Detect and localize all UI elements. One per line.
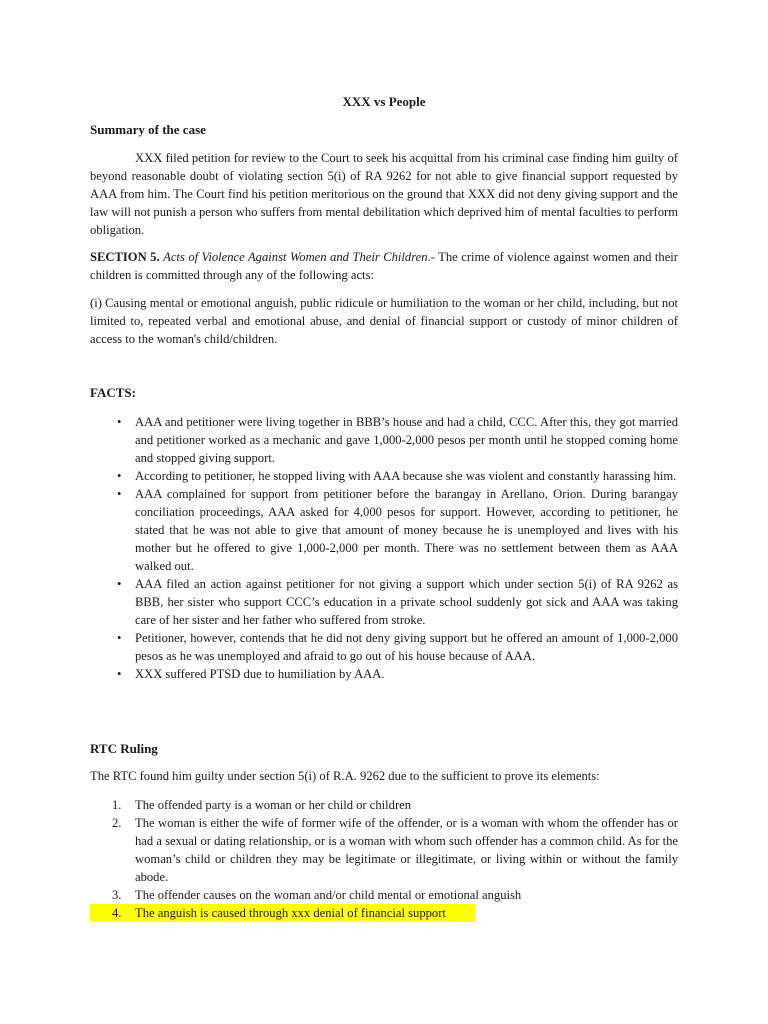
rtc-heading: RTC Ruling (90, 741, 158, 756)
list-item: • AAA complained for support from petitioner before the barangay in Arellano, Orion. During barangay conciliation proceedings, AAA asked for 4,000 pesos for support. However, according to petitioner, he stated that he was not able to give that amount of money because he is unemployed and lives with his mother but he offered to give 1,000-2,000 per month. There was no settlement between them as AAA walked out. (117, 487, 678, 573)
bullet-icon: • (117, 415, 122, 429)
rtc-intro: The RTC found him guilty under section 5(i) of R.A. 9262 due to the sufficient to prove its elements: (90, 769, 600, 783)
bullet-icon: • (117, 469, 122, 483)
list-item: 3. The offender causes on the woman and/or child mental or emotional anguish (112, 888, 522, 902)
list-item: 1. The offended party is a woman or her child or children (112, 798, 412, 812)
list-item: • AAA filed an action against petitioner for not giving a support which under section 5(i) of RA 9262 as BBB, her sister who support CCC’s education in a private school suddenly got sick and AAA was taking care of her sister and her father who suffered from stroke. (117, 577, 678, 627)
facts-heading: FACTS: (90, 385, 136, 400)
list-item-highlighted (90, 904, 678, 922)
item-number: 2. (112, 816, 122, 830)
document-title: XXX vs People (342, 94, 426, 109)
rtc-elements-list (90, 796, 678, 922)
bullet-icon: • (117, 667, 122, 681)
list-item: • AAA and petitioner were living together in BBB’s house and had a child, CCC. After this, they got married and petitioner worked as a mechanic and gave 1,000-2,000 pesos per month until he stopped coming home and stopped giving support. (117, 415, 678, 465)
list-item: 2. The woman is either the wife of former wife of the offender, or is a woman with whom the offender has or had a sexual or dating relationship, or is a woman with whom such offender has a common child. As for the woman’s child or children they may be legitimate or illegitimate, or living within or without the family abode. (112, 816, 678, 884)
section5-label: SECTION 5. (90, 250, 160, 264)
facts-list (90, 413, 678, 683)
section5-title: Acts of Violence Against Women and Their Children (163, 250, 428, 264)
bullet-icon: • (117, 577, 122, 591)
section5-item-i: (i) Causing mental or emotional anguish, public ridicule or humiliation to the woman or her child, including, but not limited to, repeated verbal and emotional abuse, and denial of financial support or custody of minor children of access to the woman's child/children. (90, 296, 678, 346)
item-number: 1. (112, 798, 122, 812)
list-item: • According to petitioner, he stopped living with AAA because she was violent and constantly harassing him. (117, 469, 677, 483)
list-item: • XXX suffered PTSD due to humiliation by AAA. (117, 667, 385, 681)
section5-paragraph (90, 248, 678, 284)
item-number: 4. (112, 906, 122, 920)
bullet-icon: • (117, 487, 122, 501)
summary-heading: Summary of the case (90, 122, 206, 137)
section5-text: .- The crime of violence against women and their children is committed through any of the following acts: (90, 250, 678, 282)
summary-paragraph: XXX filed petition for review to the Court to seek his acquittal from his criminal case finding him guilty of beyond reasonable doubt of violating section 5(i) of RA 9262 for not able to give financial support requested by AAA from him. The Court find his petition meritorious on the ground that XXX did not deny giving support and the law will not punish a person who suffers from mental debilitation which deprived him of mental faculties to perform obligation. (90, 151, 678, 237)
highlighted-text: The anguish is caused through xxx denial of financial support (135, 906, 446, 920)
bullet-icon: • (117, 631, 122, 645)
item-number: 3. (112, 888, 122, 902)
list-item: • Petitioner, however, contends that he did not deny giving support but he offered an amount of 1,000-2,000 pesos as he was unemployed and afraid to go out of his house because of AAA. (117, 631, 678, 663)
